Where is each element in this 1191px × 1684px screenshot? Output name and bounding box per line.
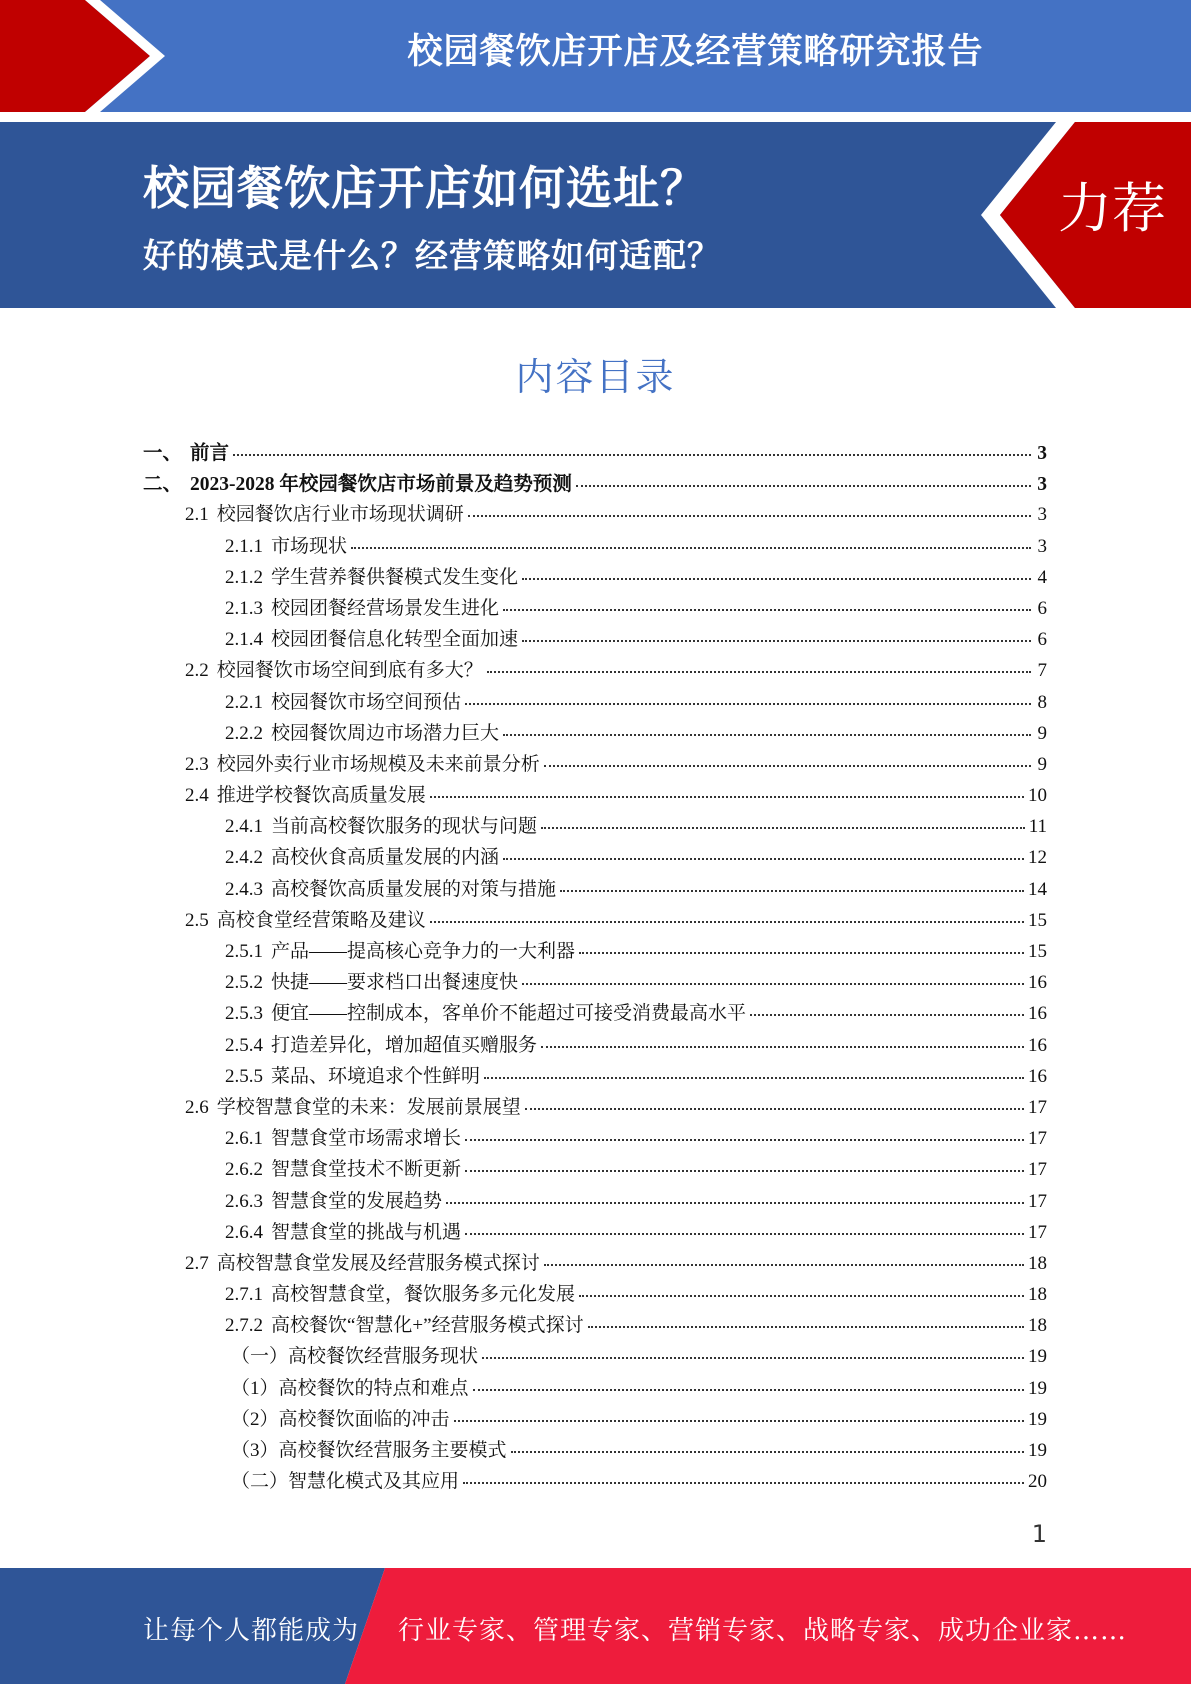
toc-leader-dots	[576, 484, 1031, 487]
toc-entry-page: 9	[1037, 753, 1047, 775]
toc-entry-title: 校园餐饮店行业市场现状调研	[216, 504, 464, 526]
toc-entry[interactable]	[143, 437, 1047, 468]
toc-entry-title: 高校伙食高质量发展的内涵	[271, 847, 500, 869]
headline-secondary: 好的模式是什么？经营策略如何适配？	[143, 236, 721, 275]
toc-entry-title: 高校智慧食堂发展及经营服务模式探讨	[216, 1252, 540, 1274]
toc-leader-dots	[484, 1076, 1024, 1079]
toc-entry-number: 2.2.2	[225, 722, 263, 744]
toc-leader-dots	[465, 702, 1031, 705]
toc-entry[interactable]	[143, 1466, 1047, 1497]
toc-entry-number: 2.6.2	[225, 1159, 263, 1181]
toc-entry-page: 20	[1028, 1471, 1047, 1493]
toc-entry-title: 校园餐饮周边市场潜力巨大	[271, 722, 500, 744]
toc-entry-page: 17	[1028, 1096, 1047, 1118]
toc-entry-number: 2.2	[185, 660, 209, 682]
toc-entry-title: 高校餐饮高质量发展的对策与措施	[271, 878, 557, 900]
toc-entry-page: 17	[1028, 1221, 1047, 1243]
toc-leader-dots	[503, 733, 1031, 736]
toc-entry[interactable]	[143, 842, 1047, 873]
toc-leader-dots	[430, 920, 1024, 923]
toc-entry-title: 智慧食堂市场需求增长	[271, 1128, 462, 1150]
toc-entry-page: 19	[1028, 1440, 1047, 1461]
toc-entry-number: 2.4.1	[225, 816, 263, 838]
toc-entry-page: 9	[1037, 722, 1047, 744]
toc-entry-page: 8	[1037, 691, 1047, 713]
toc-entry-page: 16	[1028, 1065, 1047, 1087]
toc-leader-dots	[351, 546, 1031, 549]
toc-leader-dots	[503, 857, 1024, 860]
toc-entry-title: 前言	[190, 443, 230, 464]
toc-entry-number: 2.5	[185, 909, 209, 931]
toc-entry-number: 2.4.3	[225, 878, 263, 900]
toc-entry-page: 17	[1028, 1128, 1047, 1150]
toc-entry[interactable]	[143, 1154, 1047, 1185]
page-number: 1	[1031, 1520, 1047, 1548]
footer	[0, 1568, 1191, 1684]
toc-entry[interactable]	[143, 1373, 1047, 1404]
toc-entry[interactable]	[143, 936, 1047, 967]
toc-entry-title: （1）高校餐饮的特点和难点	[231, 1377, 469, 1399]
toc-entry[interactable]	[143, 499, 1047, 530]
toc-entry[interactable]	[143, 905, 1047, 936]
toc-entry-title: 智慧食堂技术不断更新	[271, 1159, 462, 1181]
toc-entry-title: 2023-2028 年校园餐饮店市场前景及趋势预测	[190, 474, 572, 496]
toc-entry-page: 16	[1028, 972, 1047, 994]
toc-leader-dots	[525, 1107, 1024, 1110]
toc-entry-page: 16	[1028, 1034, 1047, 1056]
toc-entry-title: 便宜——控制成本，客单价不能超过可接受消费最高水平	[271, 1003, 747, 1025]
toc-entry-number: 2.6.4	[225, 1221, 263, 1243]
toc-entry[interactable]	[143, 562, 1047, 593]
toc-leader-dots	[465, 1169, 1024, 1172]
toc-entry-page: 3	[1037, 504, 1047, 526]
toc-entry[interactable]	[143, 1310, 1047, 1341]
toc-entry[interactable]	[143, 1341, 1047, 1372]
toc-entry[interactable]	[143, 468, 1047, 499]
toc-entry[interactable]	[143, 1217, 1047, 1248]
toc-entry-number: 2.7.2	[225, 1315, 263, 1337]
toc-entry-title: 校园餐饮市场空间预估	[271, 691, 462, 713]
toc-entry[interactable]	[143, 998, 1047, 1029]
toc-entry-page: 12	[1028, 847, 1047, 869]
recommend-badge: 力荐	[1058, 177, 1166, 240]
toc-entry-title: 高校智慧食堂，餐饮服务多元化发展	[271, 1284, 576, 1306]
toc-entry[interactable]	[143, 811, 1047, 842]
toc-entry-title: （2）高校餐饮面临的冲击	[231, 1408, 450, 1430]
toc-entry-page: 18	[1028, 1252, 1047, 1274]
toc-entry[interactable]	[143, 780, 1047, 811]
toc-entry-page: 6	[1037, 629, 1047, 651]
toc-entry[interactable]	[143, 1404, 1047, 1435]
toc-entry-title: 推进学校餐饮高质量发展	[216, 785, 426, 807]
headline-primary: 校园餐饮店开店如何选址？	[143, 161, 707, 215]
toc-leader-dots	[588, 1325, 1024, 1328]
toc-entry-page: 18	[1028, 1284, 1047, 1306]
toc-leader-dots	[430, 795, 1024, 798]
toc-entry-title: （二）智慧化模式及其应用	[231, 1471, 460, 1493]
toc-entry-title: 菜品、环境追求个性鲜明	[271, 1065, 481, 1087]
toc-entry-title: 当前高校餐饮服务的现状与问题	[271, 816, 538, 838]
toc-entry[interactable]	[143, 1123, 1047, 1154]
toc-leader-dots	[465, 1138, 1024, 1141]
toc-leader-dots	[541, 826, 1025, 829]
toc-entry-page: 17	[1028, 1190, 1047, 1212]
toc-list	[143, 437, 1047, 1497]
toc-entry-title: 快捷——要求档口出餐速度快	[271, 972, 519, 994]
toc-entry-title: 学校智慧食堂的未来：发展前景展望	[216, 1096, 521, 1118]
toc-entry[interactable]	[143, 1279, 1047, 1310]
toc-leader-dots	[465, 1232, 1024, 1235]
toc-entry-title: 校园餐饮市场空间到底有多大？	[216, 660, 483, 682]
toc-leader-dots	[482, 1356, 1024, 1359]
footer-slogan-left: 让每个人都能成为	[143, 1616, 360, 1646]
toc-entry-page: 4	[1037, 566, 1047, 588]
toc-entry-number: 2.1.1	[225, 535, 263, 557]
toc-entry[interactable]	[143, 749, 1047, 780]
toc-leader-dots	[454, 1419, 1024, 1422]
toc-entry-number: 2.7	[185, 1252, 209, 1274]
toc-entry-page: 14	[1028, 878, 1047, 900]
toc-entry[interactable]	[143, 687, 1047, 718]
toc-leader-dots	[446, 1201, 1024, 1204]
report-title: 校园餐饮店开店及经营策略研究报告	[407, 32, 984, 72]
toc-entry-page: 15	[1028, 909, 1047, 931]
toc-entry-title: 智慧食堂的挑战与机遇	[271, 1221, 462, 1243]
top-banner	[0, 0, 1191, 112]
toc-entry-page: 6	[1037, 597, 1047, 619]
toc-entry-page: 19	[1028, 1408, 1047, 1430]
toc-entry-number: 二、	[143, 474, 183, 496]
toc-entry-page: 3	[1037, 443, 1047, 464]
toc-leader-dots	[544, 1263, 1024, 1266]
toc-entry-title: 校园团餐经营场景发生进化	[271, 597, 500, 619]
toc-entry[interactable]	[143, 1186, 1047, 1217]
toc-entry-number: 2.3	[185, 753, 209, 775]
toc-entry-number: 2.5.1	[225, 941, 263, 962]
toc-entry-number: 2.5.4	[225, 1034, 263, 1056]
toc-entry-number: 一、	[143, 443, 183, 464]
footer-slogan-right: 行业专家、管理专家、营销专家、战略专家、成功企业家……	[398, 1616, 1128, 1646]
toc-entry-page: 3	[1037, 474, 1047, 496]
toc-entry-number: 2.5.2	[225, 972, 263, 994]
toc-entry-number: 2.1.2	[225, 566, 263, 588]
toc-entry-number: 2.7.1	[225, 1284, 263, 1306]
toc-entry-page: 18	[1028, 1315, 1047, 1337]
toc-entry-page: 19	[1028, 1346, 1047, 1368]
toc-entry[interactable]	[143, 593, 1047, 624]
toc-entry[interactable]	[143, 1435, 1047, 1466]
toc-entry[interactable]	[143, 1092, 1047, 1123]
toc-entry-number: 2.1.4	[225, 629, 263, 651]
toc-entry-number: 2.5.3	[225, 1003, 263, 1025]
toc-entry[interactable]	[143, 1030, 1047, 1061]
toc-entry-number: 2.2.1	[225, 691, 263, 713]
toc-entry[interactable]	[143, 718, 1047, 749]
toc-entry-page: 7	[1037, 660, 1047, 682]
toc-entry-title: 校园团餐信息化转型全面加速	[271, 629, 519, 651]
toc-entry[interactable]	[143, 874, 1047, 905]
toc-entry-page: 16	[1028, 1003, 1047, 1025]
toc-leader-dots	[487, 670, 1031, 673]
toc-entry[interactable]	[143, 1061, 1047, 1092]
toc-leader-dots	[473, 1388, 1024, 1391]
toc-leader-dots	[233, 453, 1031, 456]
toc-entry-title: 校园外卖行业市场规模及未来前景分析	[216, 753, 540, 775]
toc-entry-page: 19	[1028, 1377, 1047, 1399]
toc-leader-dots	[522, 639, 1031, 642]
toc-leader-dots	[463, 1481, 1024, 1484]
toc-entry-number: 2.1.3	[225, 597, 263, 619]
toc-entry-number: 2.6	[185, 1096, 209, 1118]
toc-entry-title: 高校食堂经营策略及建议	[216, 909, 426, 931]
toc-entry-title: 打造差异化，增加超值买赠服务	[271, 1034, 538, 1056]
toc-entry-title: 高校餐饮“智慧化+”经营服务模式探讨	[271, 1315, 584, 1337]
toc-entry-title: 产品——提高核心竞争力的一大利器	[271, 941, 576, 962]
toc-entry-title: （3）高校餐饮经营服务主要模式	[231, 1440, 507, 1461]
toc-entry-page: 17	[1028, 1159, 1047, 1181]
toc-entry-title: 市场现状	[271, 535, 348, 557]
toc-entry-page: 11	[1028, 816, 1047, 838]
toc-entry[interactable]	[143, 624, 1047, 655]
toc-entry[interactable]	[143, 655, 1047, 686]
toc-entry-number: 2.4.2	[225, 847, 263, 869]
toc-leader-dots	[560, 889, 1024, 892]
toc-leader-dots	[579, 1294, 1024, 1297]
toc-entry-page: 10	[1028, 785, 1047, 807]
toc-entry-number: 2.5.5	[225, 1065, 263, 1087]
toc-leader-dots	[750, 1013, 1024, 1016]
toc-heading: 内容目录	[515, 355, 676, 399]
toc-leader-dots	[544, 764, 1031, 767]
toc-entry[interactable]	[143, 531, 1047, 562]
toc-leader-dots	[522, 577, 1031, 580]
toc-entry[interactable]	[143, 967, 1047, 998]
toc-leader-dots	[511, 1450, 1024, 1453]
toc-entry[interactable]	[143, 1248, 1047, 1279]
toc-leader-dots	[503, 608, 1031, 611]
toc-entry-number: 2.6.1	[225, 1128, 263, 1150]
toc-entry-page: 15	[1028, 941, 1047, 962]
toc-leader-dots	[522, 982, 1024, 985]
toc-entry-number: 2.1	[185, 504, 209, 526]
toc-entry-title: 学生营养餐供餐模式发生变化	[271, 566, 519, 588]
toc-entry-number: 2.4	[185, 785, 209, 807]
toc-leader-dots	[468, 514, 1031, 517]
toc-leader-dots	[579, 951, 1024, 954]
headline-band	[0, 122, 1191, 308]
toc-entry-title: 智慧食堂的发展趋势	[271, 1190, 443, 1212]
toc-entry-page: 3	[1037, 535, 1047, 557]
toc-leader-dots	[541, 1045, 1024, 1048]
toc-entry-number: 2.6.3	[225, 1190, 263, 1212]
toc-entry-title: （一）高校餐饮经营服务现状	[231, 1346, 479, 1368]
